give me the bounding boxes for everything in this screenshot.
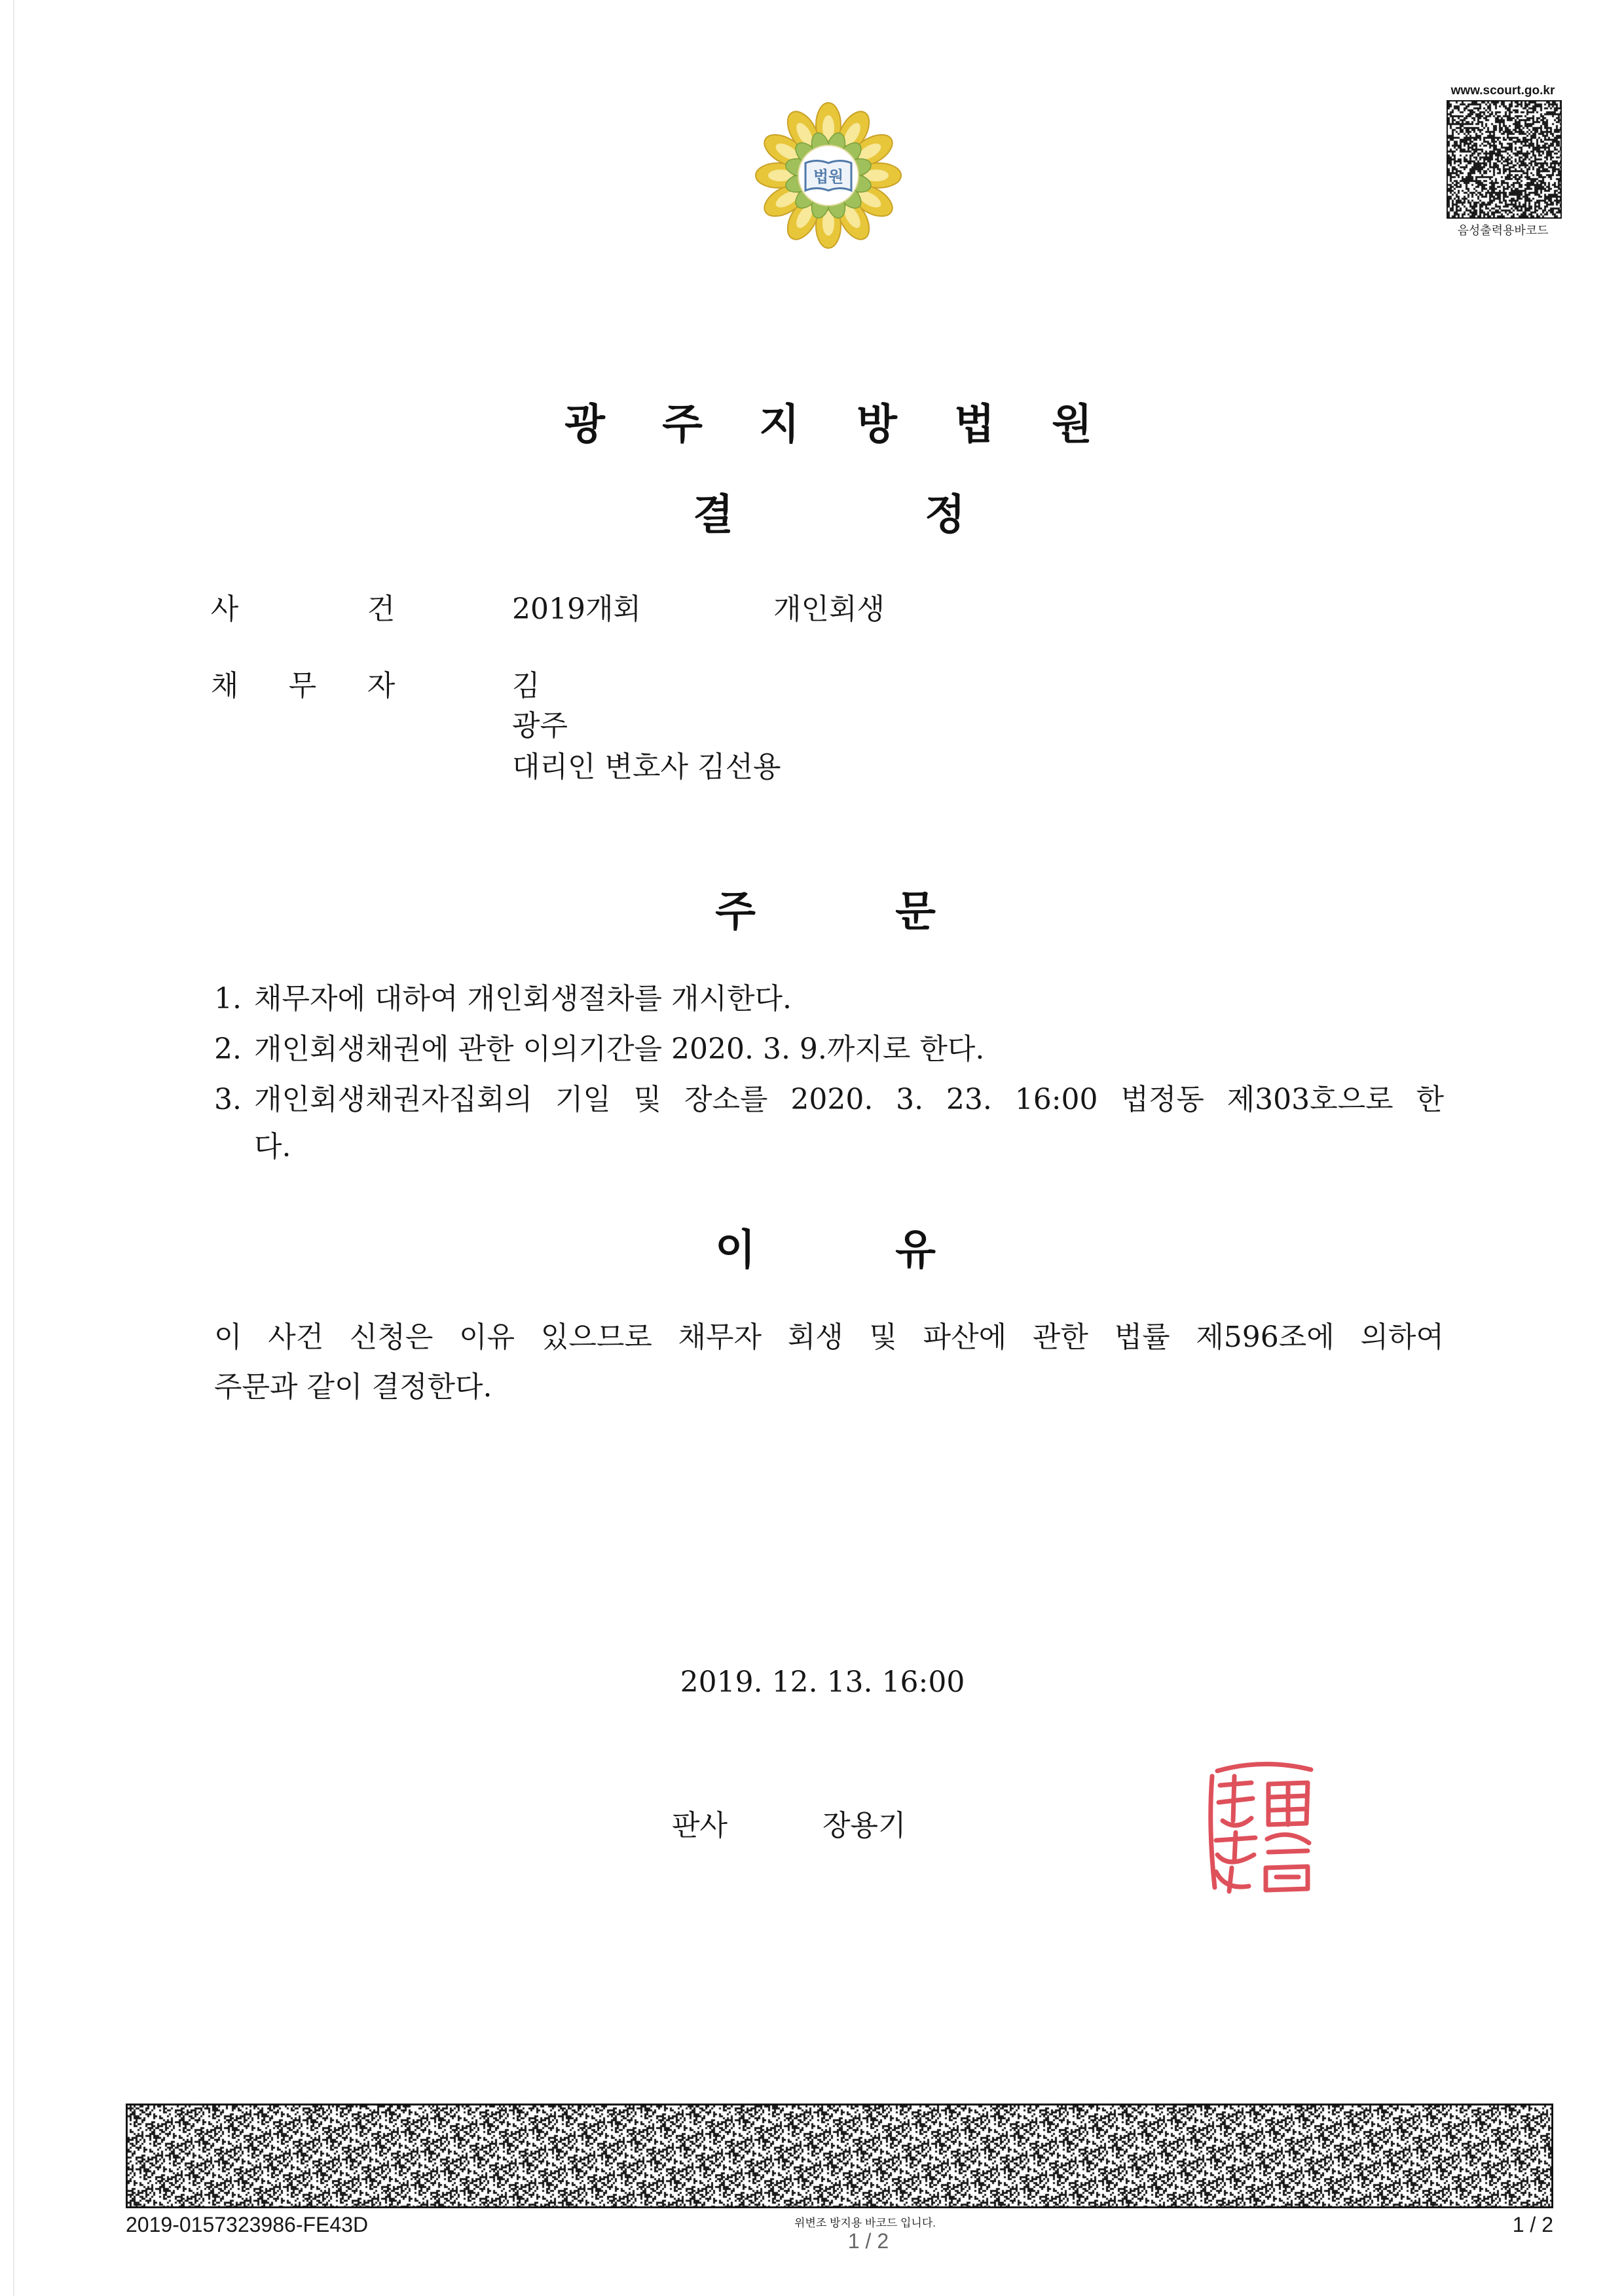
order-item-text: 개인회생채권자집회의 기일 및 장소를 2020. 3. 23. 16:00 법정동 제303호으로 한 [254,1083,1444,1116]
case-type: 개인회생 [773,592,885,626]
court-name-char: 방 [857,401,897,449]
verification-site: www.scourt.go.kr [1450,84,1555,98]
page-number-center: 1 / 2 [847,2229,889,2253]
debtor-label-char: 무 [288,669,317,702]
barcode-note: 위변조 방지용 바코드 입니다. [794,2217,936,2229]
anti-forgery-barcode [126,2104,1553,2208]
page-number-right: 1 / 2 [1512,2213,1553,2236]
scan-edge-line [13,0,14,2296]
case-label-char: 사 [210,592,239,626]
document-id: 2019-0157323986-FE43D [126,2213,369,2236]
decision-date: 2019. 12. 13. 16:00 [680,1666,965,1699]
seal-icon [1203,1757,1324,1898]
order-item-text-continued: 다. [254,1130,291,1163]
order-item-text: 채무자에 대하여 개인회생절차를 개시한다. [254,982,792,1015]
reason-line: 주문과 같이 결정한다. [214,1370,492,1404]
court-name-char: 원 [1052,401,1092,449]
court-emblem-logo [753,100,904,251]
reason-line: 이 사건 신청은 이유 있으므로 채무자 회생 및 파산에 관한 법률 제596조에 의하여 [214,1321,1444,1354]
court-name-char: 법 [954,401,995,449]
debtor-agent: 대리인 변호사 김선용 [512,750,781,784]
debtor-label-char: 채 [210,669,239,702]
case-label-char: 건 [367,592,396,626]
document-title-char: 정 [925,491,965,539]
debtor-address: 광주 [512,709,568,742]
case-number: 2019개회 [512,592,641,626]
judge-name: 장용기 [822,1809,906,1842]
document-title-char: 결 [693,491,733,539]
reason-heading-char: 유 [895,1226,936,1275]
judge-title: 판사 [672,1809,728,1842]
verification-qr-code [1447,100,1562,219]
court-name-char: 광 [564,401,605,449]
judge-seal-stamp [1203,1757,1324,1898]
order-heading-char: 주 [715,888,756,936]
verification-caption: 음성출력용바코드 [1457,224,1549,237]
order-item-number: 3. [214,1083,242,1116]
debtor-name: 김 [512,669,540,702]
court-name-char: 지 [759,401,800,449]
order-heading-char: 문 [895,888,936,936]
court-emblem-icon [753,100,904,251]
order-item-number: 2. [214,1032,242,1066]
emblem-text: 법원 [813,168,844,186]
debtor-label-char: 자 [367,669,396,702]
reason-heading-char: 이 [715,1226,756,1275]
order-item-number: 1. [214,982,242,1015]
order-item-text: 개인회생채권에 관한 이의기간을 2020. 3. 9.까지로 한다. [254,1032,985,1066]
court-name-char: 주 [662,401,703,449]
